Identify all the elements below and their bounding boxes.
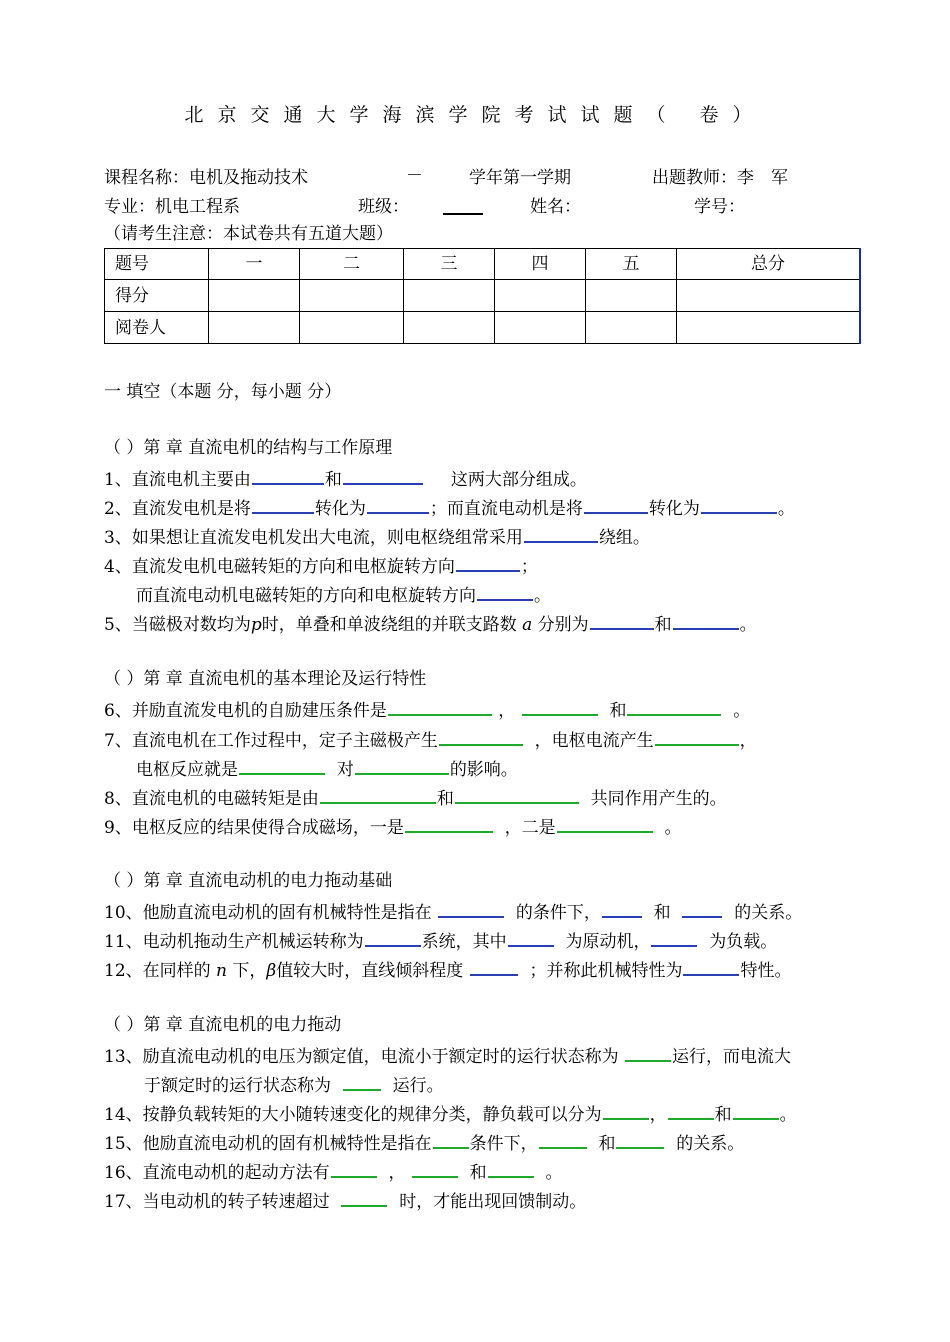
- question-10: [104, 899, 802, 924]
- question-16: [104, 1159, 562, 1184]
- question-text: 的条件下，: [515, 903, 601, 923]
- question-text: 5、当磁极对数均为: [104, 615, 251, 635]
- question-text: 3、如果想让直流发电机发出大电流，则电枢绕组常采用: [104, 528, 523, 548]
- question-text: 下，: [232, 961, 267, 981]
- question-2: [104, 495, 795, 520]
- variable-a: a: [522, 615, 533, 635]
- question-text: 和: [653, 903, 671, 923]
- question-text: 运行。: [392, 1076, 444, 1096]
- major: 专业：机电工程系: [104, 197, 240, 217]
- chapter-heading: （ ）第 章 直流电动机的电力拖动基础: [104, 871, 393, 891]
- header-cell: 总分: [677, 249, 861, 280]
- chapter-heading: （ ）第 章 直流电机的基本理论及运行特性: [104, 669, 427, 689]
- question-text: ，二是: [504, 818, 556, 838]
- question-text: 。: [739, 615, 757, 635]
- answer-blank[interactable]: [477, 582, 533, 601]
- question-13: [104, 1043, 791, 1068]
- question-9: [104, 814, 681, 839]
- year-dash: －: [406, 166, 423, 186]
- answer-blank[interactable]: [470, 957, 518, 976]
- question-text: 14、按静负载转矩的大小随转速变化的规律分类，静负载可以分为: [104, 1105, 602, 1125]
- question-text: 转化为: [314, 499, 366, 519]
- score-row: [105, 280, 861, 312]
- answer-blank[interactable]: [252, 466, 324, 485]
- score-table-header-row: [105, 249, 861, 280]
- score-cell[interactable]: [586, 280, 677, 312]
- answer-blank[interactable]: [439, 727, 523, 746]
- question-text: ，: [388, 1163, 406, 1183]
- answer-blank[interactable]: [590, 611, 654, 630]
- question-text: 时，才能出现回馈制动。: [399, 1192, 587, 1212]
- question-text: 为原动机，: [565, 932, 651, 952]
- header-cell: 二: [300, 249, 404, 280]
- answer-blank[interactable]: [651, 928, 697, 947]
- score-cell[interactable]: [300, 280, 404, 312]
- question-13-cont: [144, 1072, 444, 1097]
- question-text: ；而直流电动机是将: [429, 499, 583, 519]
- question-text: ，: [498, 701, 516, 721]
- question-text: 9、电枢反应的结果使得合成磁场，一是: [104, 818, 404, 838]
- question-text: 分别为: [537, 615, 589, 635]
- question-text: 。: [733, 701, 751, 721]
- grader-cell[interactable]: [209, 312, 300, 344]
- answer-blank[interactable]: [733, 1101, 779, 1120]
- answer-blank[interactable]: [355, 756, 449, 775]
- header-cell: 五: [586, 249, 677, 280]
- score-cell[interactable]: [495, 280, 586, 312]
- question-text: 16、直流电动机的起动方法有: [104, 1163, 330, 1183]
- answer-blank[interactable]: [365, 928, 421, 947]
- teacher: 出题教师：李 军: [652, 168, 788, 188]
- question-text: 转化为: [648, 499, 700, 519]
- chapter-heading: （ ）第 章 直流电机的电力拖动: [104, 1015, 342, 1035]
- chapter-heading: （ ）第 章 直流电机的结构与工作原理: [104, 438, 393, 458]
- question-text: 2、直流发电机是将: [104, 499, 251, 519]
- student-id-label: 学号：: [694, 197, 745, 217]
- answer-blank[interactable]: [367, 495, 429, 514]
- answer-blank[interactable]: [625, 1043, 671, 1062]
- score-cell[interactable]: [404, 280, 495, 312]
- answer-blank[interactable]: [405, 814, 493, 833]
- score-cell[interactable]: [677, 280, 861, 312]
- name-label: 姓名：: [530, 197, 581, 217]
- question-5: [104, 611, 757, 636]
- question-text: 电枢反应就是: [136, 760, 238, 780]
- header-cell: 三: [404, 249, 495, 280]
- grader-cell[interactable]: [586, 312, 677, 344]
- question-text: 于额定时的运行状态称为: [144, 1076, 331, 1096]
- question-7-cont: [136, 756, 518, 781]
- question-4: [104, 553, 538, 578]
- question-text: 的关系。: [734, 903, 803, 923]
- answer-blank[interactable]: [508, 928, 554, 947]
- answer-blank[interactable]: [341, 1188, 387, 1207]
- question-text: 。: [664, 818, 682, 838]
- variable-beta: β: [266, 961, 277, 981]
- header-cell: 一: [209, 249, 300, 280]
- grader-cell[interactable]: [404, 312, 495, 344]
- question-text: 10、他励直流电动机的固有机械特性是指在: [104, 903, 432, 923]
- semester: 学年第一学期: [469, 168, 571, 188]
- question-text: 时，单叠和单波绕组的并联支路数: [261, 615, 517, 635]
- answer-blank[interactable]: [602, 899, 642, 918]
- question-text: ；: [520, 557, 538, 577]
- question-3: [104, 524, 650, 549]
- question-text: 条件下，: [469, 1134, 538, 1154]
- answer-blank[interactable]: [455, 785, 579, 804]
- grader-row: [105, 312, 861, 344]
- question-12: [104, 957, 791, 982]
- question-text: 这两大部分组成。: [450, 470, 587, 490]
- score-cell[interactable]: [209, 280, 300, 312]
- answer-blank[interactable]: [524, 524, 598, 543]
- answer-blank[interactable]: [343, 466, 423, 485]
- answer-blank[interactable]: [252, 495, 314, 514]
- question-text: 而直流电动机电磁转矩的方向和电枢旋转方向: [136, 586, 476, 606]
- class-label: 班级：: [358, 197, 409, 217]
- answer-blank[interactable]: [239, 756, 325, 775]
- answer-blank[interactable]: [438, 899, 504, 918]
- question-text: 。: [545, 1163, 563, 1183]
- header-cell: 四: [495, 249, 586, 280]
- exam-title: 北京交通大学海滨学院考试试题（ 卷）: [184, 104, 766, 126]
- grader-cell[interactable]: [300, 312, 404, 344]
- question-text: 12、在同样的: [104, 961, 211, 981]
- question-text: 运行，而电流大: [672, 1047, 792, 1067]
- question-4-cont: [136, 582, 551, 607]
- answer-blank[interactable]: [682, 899, 722, 918]
- question-7: [104, 727, 757, 752]
- question-text: 4、直流发电机电磁转矩的方向和电枢旋转方向: [104, 557, 455, 577]
- question-text: 和: [654, 615, 672, 635]
- answer-blank[interactable]: [388, 697, 492, 716]
- row-label: 阅卷人: [105, 312, 209, 344]
- question-text: 和: [436, 789, 454, 809]
- answer-blank[interactable]: [331, 1159, 377, 1178]
- question-text: 和: [598, 1134, 616, 1154]
- answer-blank[interactable]: [673, 611, 739, 630]
- question-8: [104, 785, 727, 810]
- header-cell: 题号: [105, 249, 209, 280]
- question-text: 。: [777, 499, 795, 519]
- question-text: 7、直流电机在工作过程中，定子主磁极产生: [104, 731, 438, 751]
- exam-notice: （请考生注意：本试卷共有五道大题）: [104, 224, 393, 244]
- question-text: 的关系。: [676, 1134, 745, 1154]
- question-14: [104, 1101, 797, 1126]
- question-text: 17、当电动机的转子转速超过: [104, 1192, 330, 1212]
- variable-p: p: [250, 615, 262, 635]
- question-text: 和: [609, 701, 627, 721]
- answer-blank[interactable]: [655, 727, 739, 746]
- question-text: 和: [469, 1163, 487, 1183]
- answer-blank[interactable]: [456, 553, 520, 572]
- question-text: ；并称此机械特性为: [529, 961, 683, 981]
- answer-blank[interactable]: [603, 1101, 649, 1120]
- grader-cell[interactable]: [677, 312, 861, 344]
- question-15: [104, 1130, 744, 1155]
- answer-blank[interactable]: [701, 495, 777, 514]
- answer-blank[interactable]: [488, 1159, 534, 1178]
- section-heading: 一 填空（本题 分，每小题 分）: [104, 382, 342, 402]
- question-text: ，: [739, 731, 757, 751]
- answer-blank[interactable]: [522, 697, 598, 716]
- answer-blank[interactable]: [683, 957, 739, 976]
- question-text: 的影响。: [449, 760, 518, 780]
- answer-blank[interactable]: [616, 1130, 664, 1149]
- answer-blank[interactable]: [627, 697, 721, 716]
- question-text: 值较大时，直线倾斜程度: [276, 961, 464, 981]
- answer-blank[interactable]: [412, 1159, 458, 1178]
- question-text: 11、电动机拖动生产机械运转称为: [104, 932, 364, 952]
- answer-blank[interactable]: [557, 814, 653, 833]
- question-11: [104, 928, 777, 953]
- question-text: 特性。: [740, 961, 792, 981]
- answer-blank[interactable]: [343, 1072, 381, 1091]
- answer-blank[interactable]: [584, 495, 648, 514]
- question-text: 对: [336, 760, 354, 780]
- question-text: 13、励直流电动机的电压为额定值，电流小于额定时的运行状态称为: [104, 1047, 619, 1067]
- row-label: 得分: [105, 280, 209, 312]
- answer-blank[interactable]: [668, 1101, 714, 1120]
- question-text: 8、直流电机的电磁转矩是由: [104, 789, 319, 809]
- question-text: 系统，其中: [421, 932, 507, 952]
- grader-cell[interactable]: [495, 312, 586, 344]
- question-text: 绕组。: [598, 528, 650, 548]
- question-text: 共同作用产生的。: [590, 789, 727, 809]
- question-text: ，: [649, 1105, 667, 1125]
- question-text: 为负载。: [709, 932, 778, 952]
- question-text: 1、直流电机主要由: [104, 470, 251, 490]
- question-6: [104, 697, 750, 722]
- question-text: 。: [779, 1105, 797, 1125]
- question-17: [104, 1188, 586, 1213]
- question-text: 15、他励直流电动机的固有机械特性是指在: [104, 1134, 432, 1154]
- question-text: 6、并励直流发电机的自励建压条件是: [104, 701, 387, 721]
- class-blank: [443, 196, 483, 215]
- answer-blank[interactable]: [433, 1130, 469, 1149]
- question-text: 和: [324, 470, 342, 490]
- answer-blank[interactable]: [539, 1130, 587, 1149]
- course-name: 课程名称：电机及拖动技术: [104, 168, 308, 188]
- variable-n: n: [216, 961, 227, 981]
- score-table: [104, 248, 861, 344]
- answer-blank[interactable]: [320, 785, 436, 804]
- question-text: 。: [534, 586, 551, 606]
- question-text: 和: [714, 1105, 732, 1125]
- question-1: [104, 466, 587, 491]
- question-text: ，电枢电流产生: [534, 731, 654, 751]
